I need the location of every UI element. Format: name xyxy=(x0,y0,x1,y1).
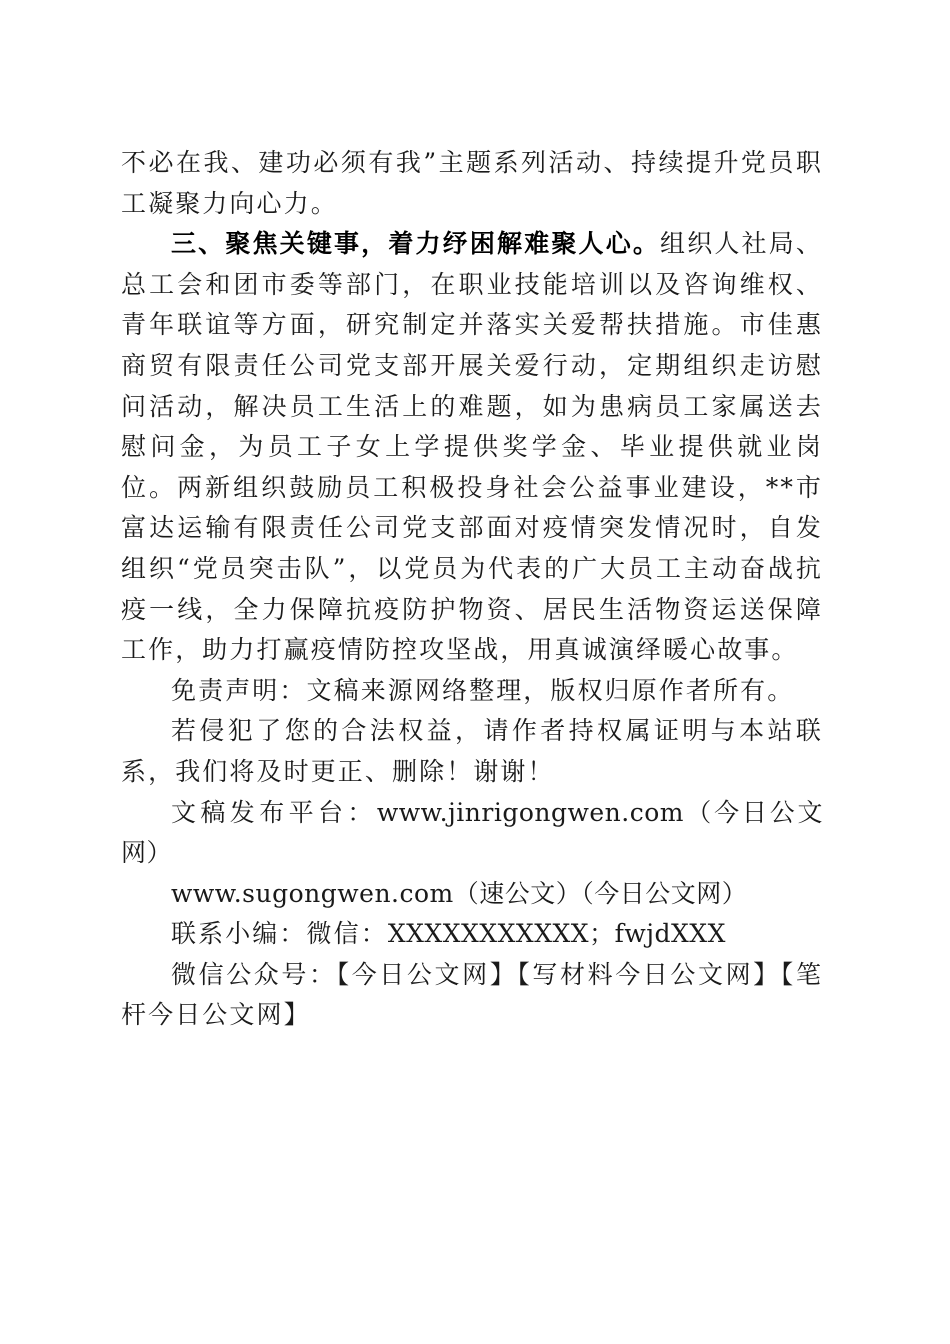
disclaimer-line: 免责声明：文稿来源网络整理，版权归原作者所有。 xyxy=(171,675,795,705)
infringement-notice: 若侵犯了您的合法权益，请作者持权属证明与本站联系，我们将及时更正、删除！谢谢！ xyxy=(121,716,823,786)
section-3-paragraph xyxy=(121,224,823,671)
document-body xyxy=(121,143,823,1036)
section-3-heading: 三、聚焦关键事，着力纾困解难聚人心。 xyxy=(171,229,661,259)
section-3-body: 组织人社局、总工会和团市委等部门，在职业技能培训以及咨询维权、青年联谊等方面，研究制定并落实关爱帮扶措施。市佳惠商贸有限责任公司党支部开展关爱行动，定期组织走访慰问活动，解决员工生活上的难题，如为患病员工家属送去慰问金，为员工子女上学提供奖学金、毕业提供就业岗位。两新组织鼓励员工积极投身社会公益事业建设，**市富达运输有限责任公司党支部面对疫情突发情况时，自发组织“党员突击队”，以党员为代表的广大员工主动奋战抗疫一线，全力保障抗疫防护物资、居民生活物资运送保障工作，助力打赢疫情防控攻坚战，用真诚演绎暖心故事。 xyxy=(121,229,823,665)
platform-label: 文稿发布平台： xyxy=(171,797,377,827)
alt-site: www.sugongwen.com（速公文）（今日公文网） xyxy=(171,878,748,908)
contact-label: 联系小编：微信： xyxy=(171,919,388,949)
contact-value: XXXXXXXXXXX；fwjdXXX xyxy=(387,919,726,949)
intro-paragraph: 不必在我、建功必须有我”主题系列活动、持续提升党员职工凝聚力向心力。 xyxy=(121,148,823,218)
platform-line xyxy=(121,793,823,874)
wechat-accounts-line: 微信公众号：【今日公文网】【写材料今日公文网】【笔杆今日公文网】 xyxy=(121,959,823,1030)
platform-site: www.jinrigongwen.com（今日公文网） xyxy=(121,797,823,868)
alt-site-line xyxy=(121,874,823,915)
contact-line xyxy=(121,914,823,955)
